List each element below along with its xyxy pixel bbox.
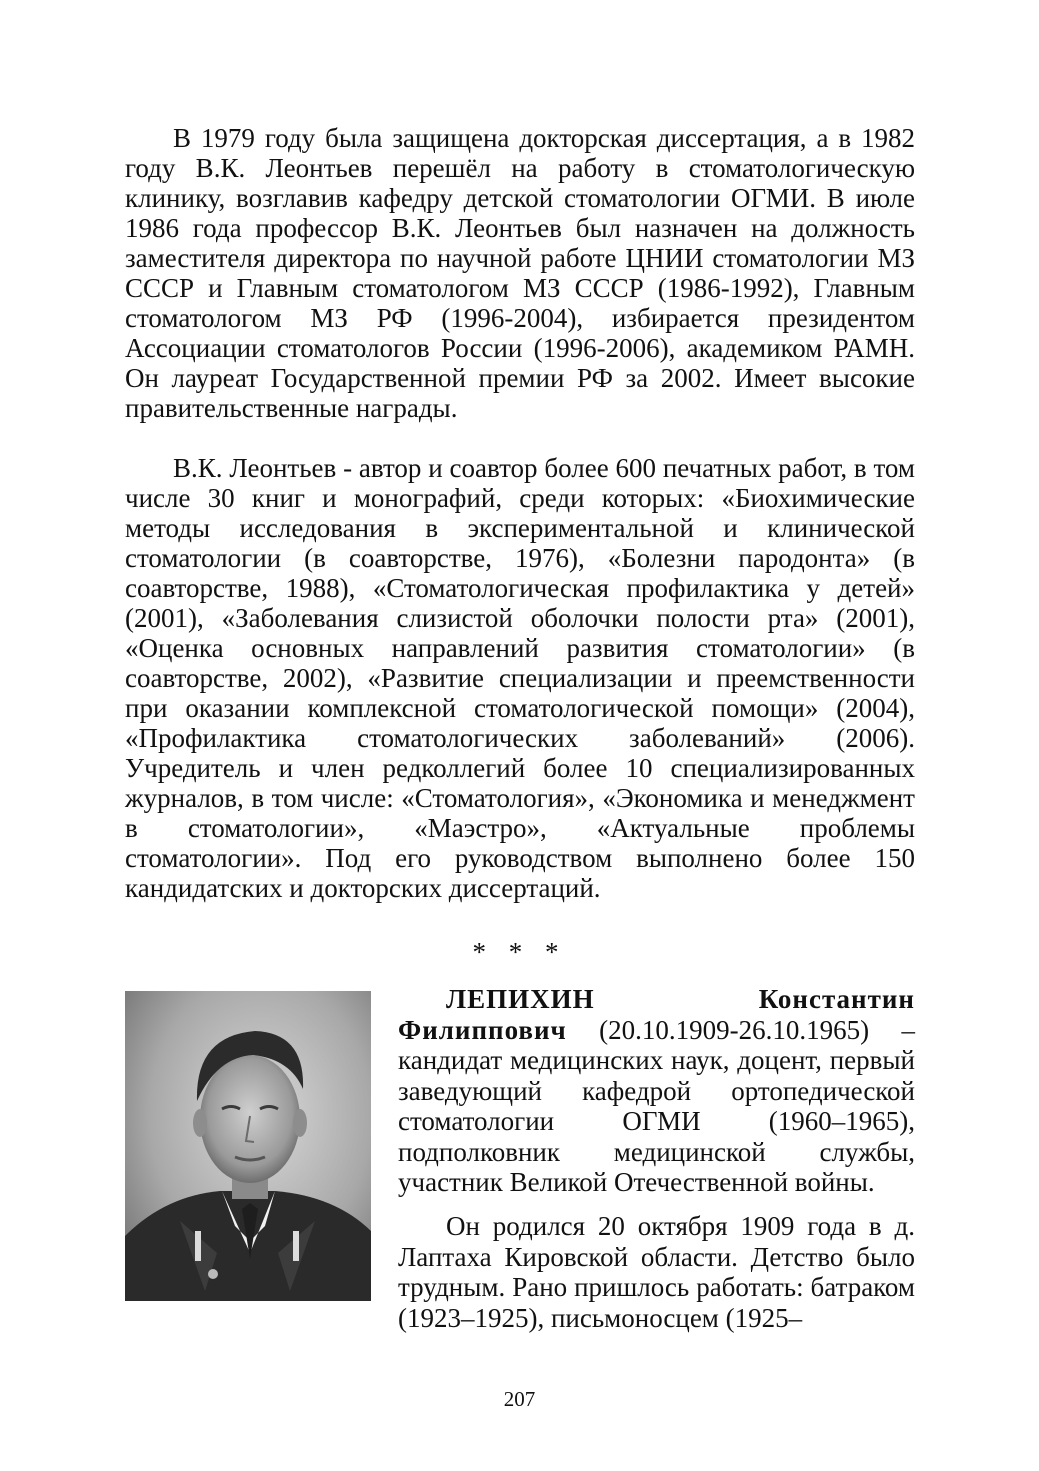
biography-lepikhin-intro — [398, 984, 915, 1198]
biography-intro-text: (20.10.1909-26.10.1965) – кандидат медицинских наук, доцент, первый заведующий кафедрой ортопедической стоматологии ОГМИ (1960–1965), подполковник медицинской службы, участник Великой Отечественной войны. — [398, 1014, 915, 1197]
paragraph-leontiev-career: В 1979 году была защищена докторская диссертация, а в 1982 году В.К. Леонтьев перешёл на работу в стоматологическую клинику, возглавив кафедру детской стоматологии ОГМИ. В июле 1986 года профессор В.К. Леонтьев был назначен на должность заместителя директора по научной работе ЦНИИ стоматологии МЗ СССР и Главным стоматологом МЗ СССР (1986-1992), Главным стоматологом МЗ РФ (1996-2004), избирается президентом Ассоциации стоматологов России (1996-2006), академиком РАМН. Он лауреат Государственной премии РФ за 2002. Имеет высокие правительственные награды. — [125, 123, 915, 423]
biography-lepikhin-paragraph: Он родился 20 октября 1909 года в д. Лаптаха Кировской области. Детство было трудным. Рано пришлось работать: батраком (1923–1925), письмоносцем (1925– — [398, 1211, 915, 1333]
person-name: ЛЕПИХИН Константин Филиппович — [398, 984, 915, 1045]
page-number: 207 — [503, 1387, 536, 1411]
paragraph-leontiev-publications: В.К. Леонтьев - автор и соавтор более 600 печатных работ, в том числе 30 книг и монографий, среди которых: «Биохимические методы исследования в экспериментальной и клинической стоматологии (в соавторстве, 1976), «Болезни пародонта» (в соавторстве, 1988), «Стоматологическая профилактика у детей» (2001), «Заболевания слизистой оболочки полости рта» (2001), «Оценка основных направлений развития стоматологии» (в соавторстве, 2002), «Развитие специализации и преемственности при оказании комплексной стоматологической помощи» (2004), «Профилактика стоматологических заболеваний» (2006). Учредитель и член редколлегий более 10 специализированных журналов, в том числе: «Стоматология», «Экономика и менеджмент в стоматологии», «Маэстро», «Актуальные проблемы стоматологии». Под его руководством выполнено более 150 кандидатских и докторских диссертаций. — [125, 453, 915, 903]
section-separator: * * * — [472, 937, 567, 967]
portrait-photo — [125, 991, 371, 1301]
